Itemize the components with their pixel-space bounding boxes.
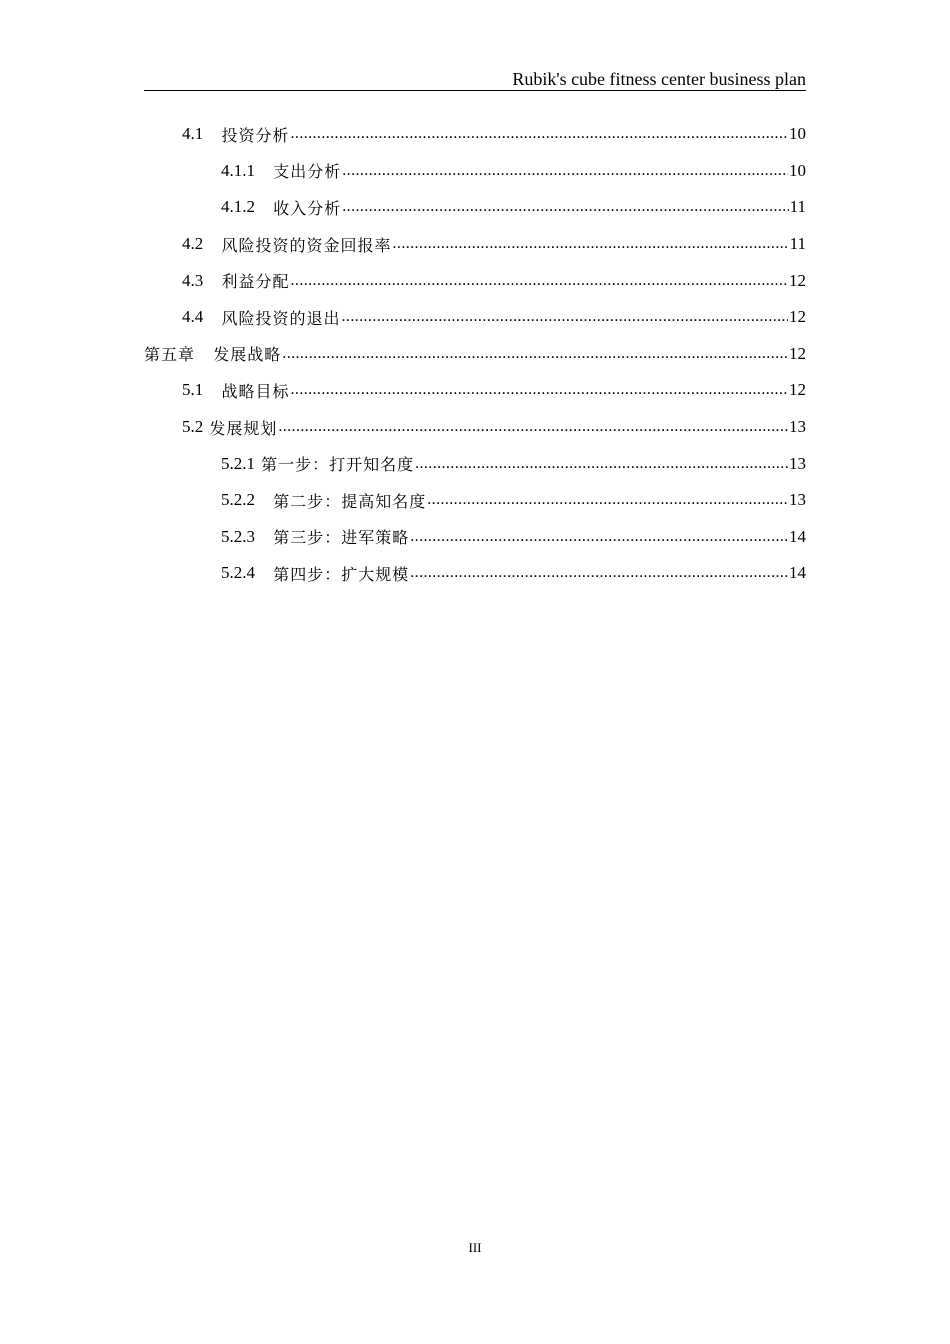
toc-entry-spacer [203,381,221,400]
toc-entry-title: 战略目标 [221,381,290,401]
toc-entry-page: 12 [789,307,806,327]
dot-leader [415,454,788,474]
dot-leader [291,124,788,144]
toc-entry[interactable] [144,153,806,190]
toc-entry-number: 4.4 [182,307,204,327]
toc-entry-number: 第五章 [144,345,196,365]
toc-entry-number: 4.1.1 [221,160,255,180]
dot-leader [342,161,788,181]
toc-entry-spacer [255,527,273,546]
toc-entry-page: 12 [789,343,806,363]
toc-entry-title: 第二步：提高知名度 [273,491,427,511]
toc-entry-page: 11 [789,197,806,217]
toc-entry-page: 10 [789,160,806,180]
toc-entry-number: 4.1.2 [221,197,255,217]
toc-entry-page: 13 [789,417,806,437]
toc-entry-number: 5.1 [182,380,204,400]
toc-entry-title: 风险投资的退出 [221,308,341,328]
toc-entry-page: 14 [789,563,806,583]
toc-entry[interactable] [144,372,806,409]
toc-entry-page: 14 [789,526,806,546]
toc-entry-spacer [255,161,273,180]
toc-entry-number: 4.1 [182,124,204,144]
toc-entry-title: 支出分析 [273,162,342,182]
toc-entry[interactable] [144,336,806,373]
toc-entry-number: 5.2.3 [221,526,255,546]
toc-entry-page: 12 [789,380,806,400]
toc-entry[interactable] [144,482,806,519]
toc-entry[interactable] [144,262,806,299]
page-number: III [468,1240,482,1255]
dot-leader [410,563,788,583]
dot-leader [410,527,788,547]
toc-entry-page: 12 [789,270,806,290]
header-rule [144,90,806,91]
toc-entry-page: 13 [789,453,806,473]
toc-entry-title: 投资分析 [221,125,290,145]
dot-leader [278,417,788,437]
table-of-contents [144,116,806,592]
toc-entry-number: 5.2.1 [221,453,255,473]
toc-entry-title: 收入分析 [273,198,342,218]
toc-entry-spacer [203,235,221,254]
dot-leader [282,344,788,364]
toc-entry-title: 第一步：打开知名度 [261,455,415,475]
dot-leader [427,490,788,510]
toc-entry-page: 13 [789,490,806,510]
toc-entry[interactable] [144,409,806,446]
dot-leader [291,271,788,291]
toc-entry-spacer [255,491,273,510]
toc-entry-spacer [203,308,221,327]
toc-entry-number: 4.2 [182,234,204,254]
toc-entry[interactable] [144,519,806,556]
toc-entry[interactable] [144,299,806,336]
toc-entry-spacer [195,344,213,363]
toc-entry-title: 发展规划 [209,418,278,438]
toc-entry-spacer [203,125,221,144]
toc-entry-number: 5.2 [182,417,204,437]
toc-entry-spacer [255,564,273,583]
toc-entry[interactable] [144,555,806,592]
toc-entry[interactable] [144,445,806,482]
dot-leader [393,234,789,254]
toc-entry-title: 第四步：扩大规模 [273,564,410,584]
dot-leader [342,197,788,217]
dot-leader [291,380,788,400]
toc-entry[interactable] [144,226,806,263]
toc-entry-title: 风险投资的资金回报率 [221,235,392,255]
running-header: Rubik's cube fitness center business plan [512,69,806,89]
toc-entry-spacer [203,271,221,290]
toc-entry-number: 5.2.4 [221,563,255,583]
toc-entry[interactable] [144,189,806,226]
toc-entry-number: 4.3 [182,270,204,290]
toc-entry-page: 10 [789,124,806,144]
toc-entry-title: 发展战略 [213,345,282,365]
toc-entry-spacer [255,198,273,217]
toc-entry[interactable] [144,116,806,153]
toc-entry-page: 11 [789,234,806,254]
dot-leader [342,307,788,327]
toc-entry-number: 5.2.2 [221,490,255,510]
toc-entry-title: 第三步：进军策略 [273,528,410,548]
toc-entry-title: 利益分配 [221,272,290,292]
